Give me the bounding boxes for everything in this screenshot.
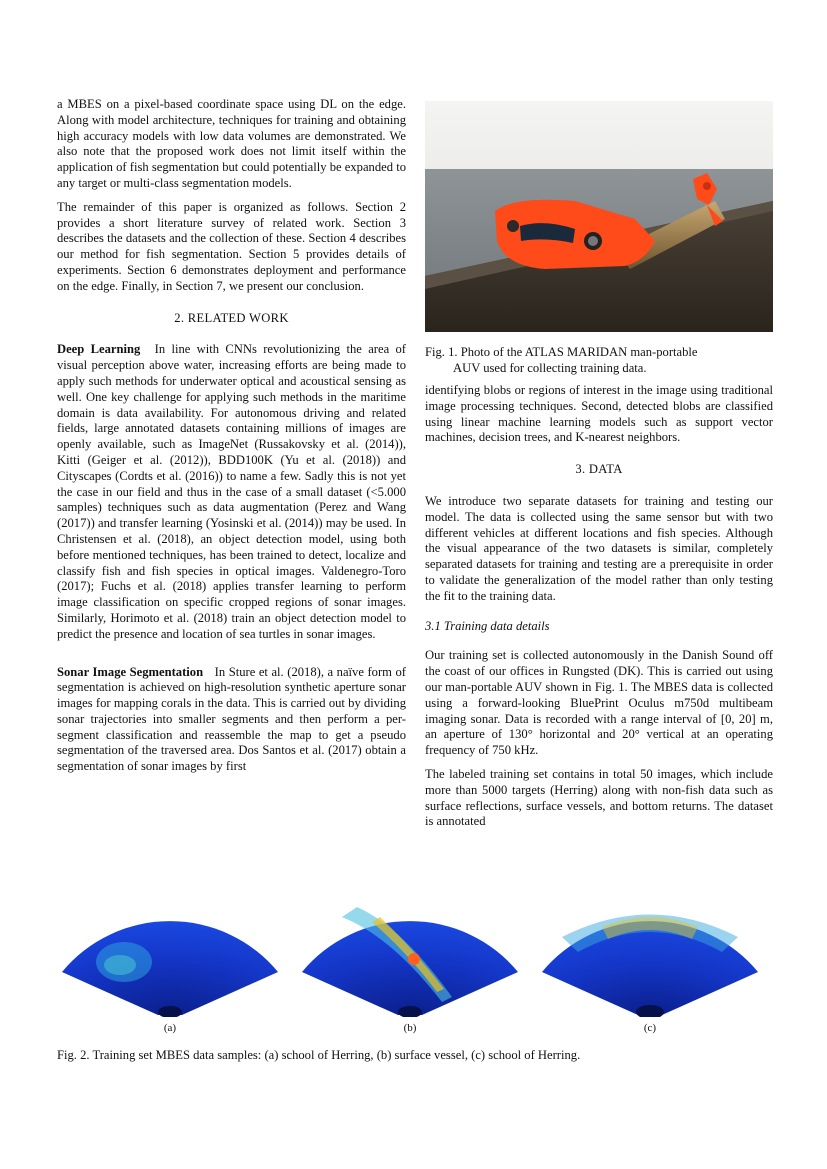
sonar-fan-a	[62, 897, 278, 1017]
training-paragraph-1: Our training set is collected autonomously in the Danish Sound off the coast of our offices in Rungsted (DK). This is carried out using our man-portable AUV shown in Fig. 1. The MBES data is collected using a forward-looking BluePrint Oculus m750d multibeam imaging sonar. Data is recorded with a range interval of [0, 20] m, an aperture of 130° horizontal and 20° vertical at an operating frequency of 750 kHz.	[425, 648, 773, 758]
figure-2-caption: Fig. 2. Training set MBES data samples: (a) school of Herring, (b) surface vessel, (c) school of Herring.	[57, 1048, 581, 1062]
figure-2-sonar-samples	[57, 897, 773, 1042]
data-paragraph-1: We introduce two separate datasets for training and testing our model. The data is collected using the same sensor but with two different vehicles at different locations and fish species. Although the visual appearance of the two datasets is similar, completely separated datasets for training and testing are a prerequisite in order to validate the generalization of the model rather than only testing the fit to the training data.	[425, 493, 773, 603]
sonar-segmentation-text: In Sture et al. (2018), a naïve form of segmentation is achieved on high-resolution synthetic aperture sonar images for mapping corals in the data. This is carried out by dividing sonar trajectories into smaller segments and then perform a per-segment classification and reassemble the map to get a pseudo segmentation of the traversed area. Dos Santos et al. (2017) obtain a segmentation of sonar images by first	[57, 664, 406, 774]
intro-paragraph-2: The remainder of this paper is organized as follows. Section 2 provides a short literature survey of related work. Section 3 describes the datasets and the collection of these. Section 4 describes our method for fish segmentation. Section 5 provides details of experiments. Section 6 demonstrates deployment and performance on the edge. Finally, in Section 7, we present our conclusion.	[57, 199, 406, 293]
figure-1-caption	[425, 345, 773, 377]
figure-1-auv-photo	[425, 101, 773, 332]
sonar-fan-c	[542, 897, 758, 1017]
sonar-segmentation-heading: Sonar Image Segmentation	[57, 664, 204, 679]
section-3-title: 3. DATA	[575, 462, 623, 477]
right-column	[425, 383, 773, 838]
intro-paragraph-1: a MBES on a pixel-based coordinate space using DL on the edge. Along with model architecture, techniques for training and obtaining high accuracy models with low data volumes are demonstrated. We also note that the proposed work does not limit itself within the application of fish segmentation but could potentially be expanded to any target or multi-class segmentation models.	[57, 97, 406, 190]
figure-1-caption-line-2: AUV used for collecting training data.	[453, 360, 647, 375]
panel-label-b: (b)	[403, 1022, 417, 1034]
auv-photo-illustration	[425, 101, 773, 332]
figure-1-caption-line-1: Fig. 1. Photo of the ATLAS MARIDAN man-portable	[425, 345, 698, 359]
deep-learning-heading: Deep Learning	[57, 342, 141, 357]
left-column	[57, 97, 406, 783]
panel-label-a: (a)	[163, 1022, 177, 1034]
deep-learning-paragraph	[57, 342, 406, 642]
sonar-panel-a	[62, 897, 278, 1042]
sonar-panel-b	[302, 897, 518, 1042]
sonar-panel-c	[542, 897, 758, 1042]
subsection-3-1-title: 3.1 Training data details	[425, 618, 550, 633]
sonar-segmentation-paragraph	[57, 665, 406, 776]
sonar-fan-b	[302, 897, 518, 1017]
related-work-continuation: identifying blobs or regions of interest in the image using traditional image processing techniques. Second, detected blobs are classified using linear machine learning models such as support vector machines, decision trees, and K-nearest neighbors.	[425, 383, 773, 445]
training-paragraph-2: The labeled training set contains in total 50 images, which include more than 5000 targets (Herring) along with non-fish data such as surface reflections, surface vessels, and bottom returns. The dataset is annotated	[425, 766, 773, 829]
deep-learning-text: In line with CNNs revolutionizing the area of visual perception above water, increasing efforts are being made to apply such methods for underwater optical and acoustical sensing as well. One key challenge for applying such methods in the maritime domain is data availability. For autonomous driving and related fields, large annotated datasets containing millions of images are openly available, such as ImageNet (Russakovsky et al. (2014)), Kitti (Geiger et al. (2012)), BDD100K (Yu et al. (2018)) and Cityscapes (Cordts et al. (2016)) to name a few. Sadly this is not yet the case in our field and thus in the case of a small dataset (<5.000 samples) techniques such as data augmentation (Perez and Wang (2017)) and transfer learning (Yosinski et al. (2014)) may be used. In Christensen et al. (2018), an object detection model, using both before mentioned techniques, has been trained to detect, localize and classify fish and fish species in optical images. Valdenegro-Toro (2017); Fuchs et al. (2018) applies transfer learning to perform image classification on specific cropped regions of sonar images. Similarly, Horimoto et al. (2018) train an object detection model to predict the presence and location of sea turtles in sonar images.	[57, 342, 406, 641]
panel-label-c: (c)	[643, 1022, 657, 1034]
section-2-title: 2. RELATED WORK	[174, 310, 289, 325]
